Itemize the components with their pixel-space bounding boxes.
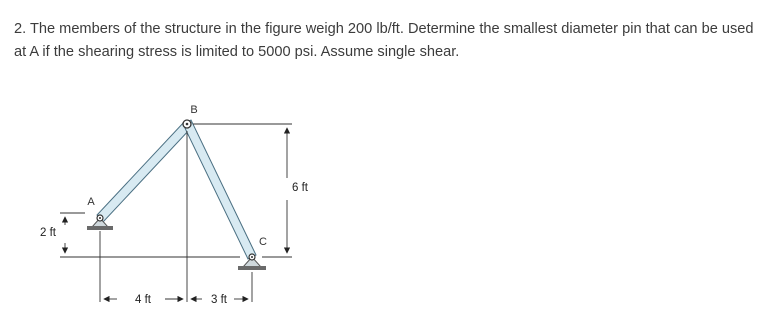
support-c — [238, 254, 266, 270]
dimension-6ft-label: 6 ft — [292, 182, 308, 194]
dimension-2ft-label: 2 ft — [40, 227, 56, 239]
label-b: B — [190, 104, 198, 116]
member-bc — [183, 120, 256, 259]
dimension-2ft — [60, 213, 240, 257]
support-a — [87, 215, 113, 230]
dimension-4ft-label: 4 ft — [135, 294, 151, 306]
label-c: C — [259, 236, 267, 248]
label-a: A — [87, 196, 95, 208]
member-ab — [97, 121, 191, 222]
dimension-3ft-label: 3 ft — [211, 294, 227, 306]
pin-b — [183, 120, 191, 128]
problem-statement: 2. The members of the structure in the figure weigh 200 lb/ft. Determine the smallest diameter pin that can be used at A if the shearing stress is limited to 5000 psi. Assume single shear. — [14, 21, 754, 60]
